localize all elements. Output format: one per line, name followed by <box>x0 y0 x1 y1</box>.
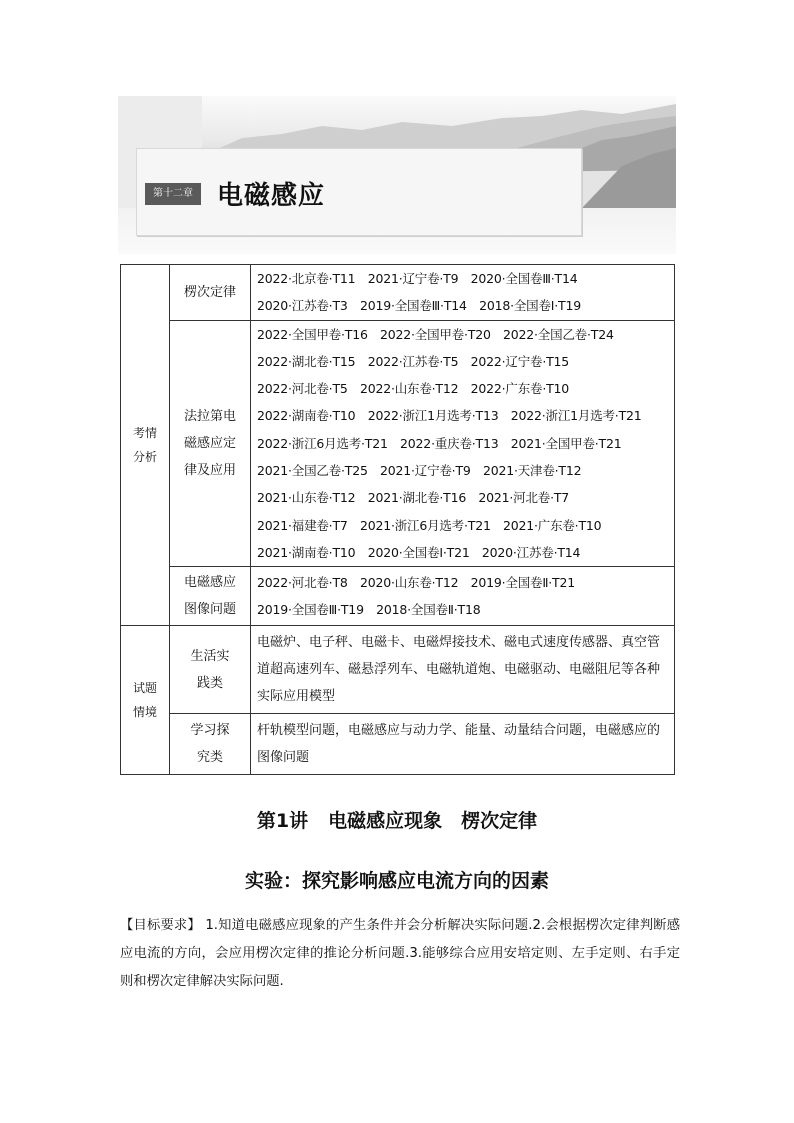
description-cell: 电磁炉、电子秤、电磁卡、电磁焊接技术、磁电式速度传感器、真空管道超高速列车、磁悬浮列车、电磁轨道炮、电磁驱动、电磁阻尼等各种实际应用模型 <box>251 626 675 714</box>
objectives-text: 1.知道电磁感应现象的产生条件并会分析解决实际问题.2.会根据楞次定律判断感应电流的方向，会应用楞次定律的推论分析问题.3.能够综合应用安培定则、左手定则、右手定则和楞次定律解决实际问题. <box>120 918 680 989</box>
topic-label: 法拉第电磁感应定律及应用 <box>183 408 236 478</box>
objectives-label: 【目标要求】 <box>120 918 201 933</box>
chapter-title-card <box>136 148 582 236</box>
ref-line: 2021·湖南卷·T10 2020·全国卷Ⅰ·T21 2020·江苏卷·T14 <box>257 544 581 560</box>
chapter-banner <box>118 96 676 254</box>
ref-line: 2021·全国乙卷·T25 2021·辽宁卷·T9 2021·天津卷·T12 <box>257 463 582 479</box>
table-row <box>121 567 675 626</box>
ref-line: 2022·湖南卷·T10 2022·浙江1月选考·T13 2022·浙江1月选考·T21 <box>257 408 642 424</box>
category-label: 试题情境 <box>132 681 157 720</box>
lecture-number: 第1讲 <box>256 810 309 832</box>
ref-line: 2022·北京卷·T11 2021·辽宁卷·T9 2020·全国卷Ⅲ·T14 <box>257 271 578 286</box>
ref-line: 2022·湖北卷·T15 2022·江苏卷·T5 2022·辽宁卷·T15 <box>257 353 570 369</box>
table-row <box>121 265 675 321</box>
category-cell-exam <box>121 265 170 626</box>
topic-label: 楞次定律 <box>183 284 236 300</box>
exam-analysis-table <box>120 264 675 775</box>
topic-label: 生活实践类 <box>190 648 230 691</box>
ref-line: 2022·全国甲卷·T16 2022·全国甲卷·T20 2022·全国乙卷·T24 <box>257 326 614 342</box>
table-row <box>121 714 675 775</box>
topic-cell <box>170 320 251 567</box>
lecture-title <box>0 806 794 833</box>
topic-cell <box>170 567 251 626</box>
topic-label: 学习探究类 <box>190 723 230 766</box>
table-row <box>121 626 675 714</box>
refs-cell <box>251 265 675 321</box>
topic-cell <box>170 714 251 775</box>
topic-label: 电磁感应图像问题 <box>183 575 236 618</box>
refs-cell <box>251 320 675 567</box>
lecture-name: 电磁感应现象 楞次定律 <box>328 810 538 832</box>
ref-line: 2022·河北卷·T5 2022·山东卷·T12 2022·广东卷·T10 <box>257 381 570 397</box>
table-row <box>121 320 675 567</box>
chapter-badge: 第十二章 <box>145 183 201 205</box>
category-label: 考情分析 <box>132 426 157 465</box>
ref-line: 2020·江苏卷·T3 2019·全国卷Ⅲ·T14 2018·全国卷Ⅰ·T19 <box>257 298 581 314</box>
description-cell: 杆轨模型问题，电磁感应与动力学、能量、动量结合问题，电磁感应的图像问题 <box>251 714 675 775</box>
ref-line: 2019·全国卷Ⅲ·T19 2018·全国卷Ⅱ·T18 <box>257 602 481 618</box>
topic-cell <box>170 265 251 321</box>
category-cell-scenario <box>121 626 170 775</box>
ref-line: 2022·河北卷·T8 2020·山东卷·T12 2019·全国卷Ⅱ·T21 <box>257 574 575 590</box>
refs-cell <box>251 567 675 626</box>
chapter-title: 电磁感应 <box>217 181 326 211</box>
ref-line: 2022·浙江6月选考·T21 2022·重庆卷·T13 2021·全国甲卷·T21 <box>257 435 622 451</box>
ref-line: 2021·山东卷·T12 2021·湖北卷·T16 2021·河北卷·T7 <box>257 490 570 506</box>
ref-line: 2021·福建卷·T7 2021·浙江6月选考·T21 2021·广东卷·T10 <box>257 517 602 533</box>
objectives-paragraph <box>120 912 680 996</box>
topic-cell <box>170 626 251 714</box>
experiment-title: 实验：探究影响感应电流方向的因素 <box>244 870 549 892</box>
